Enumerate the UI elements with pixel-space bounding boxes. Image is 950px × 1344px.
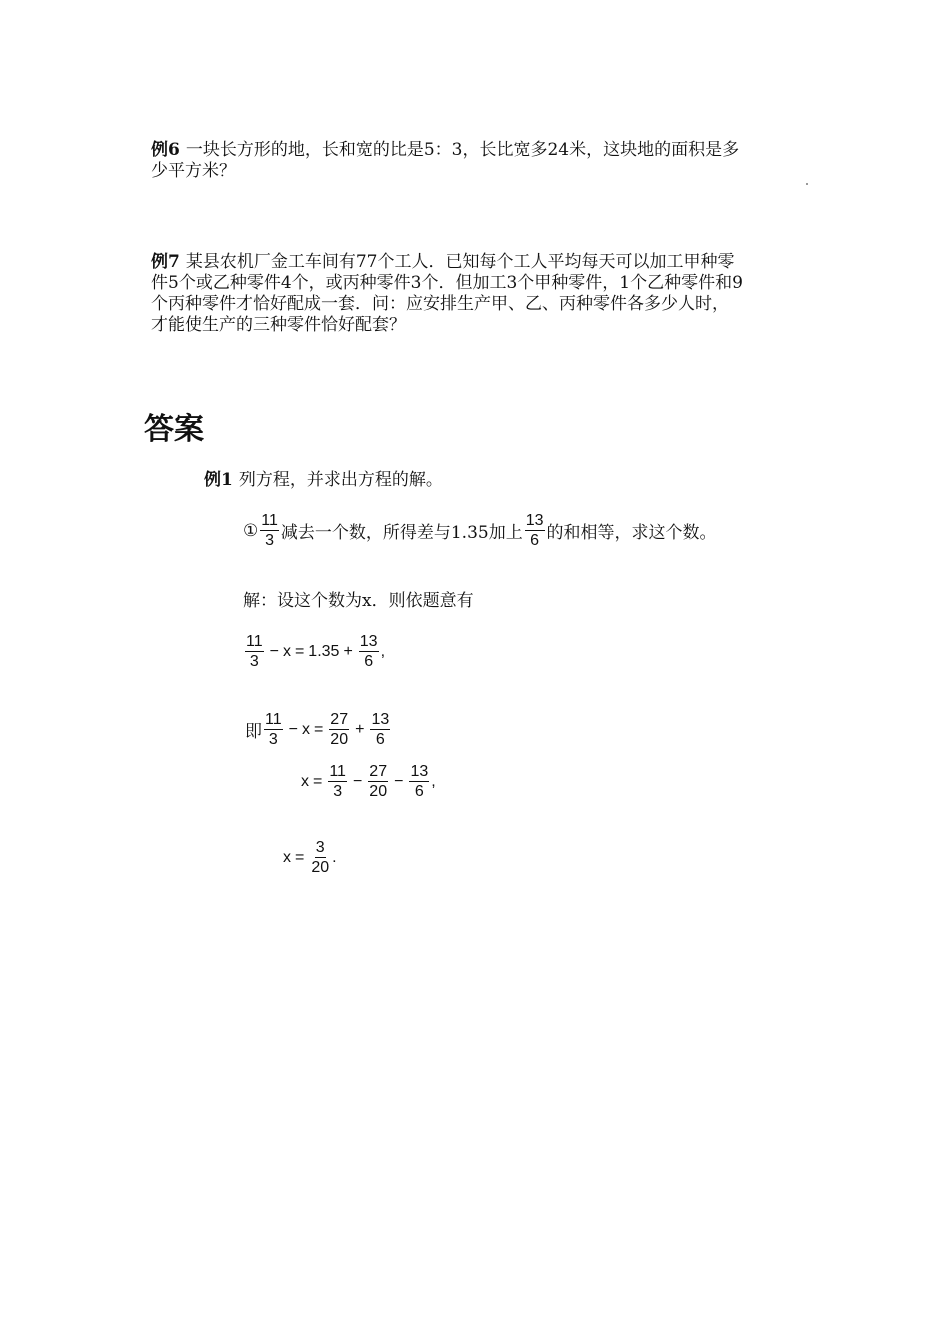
fraction-numerator: 27 bbox=[369, 763, 388, 780]
circled-one-marker: ① bbox=[243, 520, 259, 541]
answer-example-1 bbox=[204, 465, 443, 490]
fraction-denominator: 6 bbox=[364, 653, 374, 670]
equals-sign: = bbox=[294, 642, 305, 660]
fraction-numerator: 13 bbox=[525, 512, 544, 529]
fraction bbox=[359, 633, 379, 670]
variable-x: x bbox=[283, 848, 291, 866]
fraction-denominator: 20 bbox=[369, 783, 388, 800]
example-7-text-4: 才能使生产的三种零件恰好配套？ bbox=[151, 315, 406, 335]
minus-sign: − bbox=[269, 642, 279, 660]
comma: , bbox=[431, 772, 436, 790]
example-7-label: 例7 bbox=[151, 252, 180, 272]
fraction-denominator: 6 bbox=[414, 783, 424, 800]
fraction-numerator: 11 bbox=[265, 711, 282, 728]
example-6-line-1 bbox=[151, 140, 739, 161]
fraction-numerator: 13 bbox=[371, 711, 390, 728]
question-1 bbox=[243, 512, 717, 549]
minus-sign: − bbox=[394, 772, 404, 790]
answer-example-1-text: 列方程，并求出方程的解。 bbox=[238, 470, 443, 490]
fraction-numerator: 13 bbox=[410, 763, 429, 780]
scan-speck bbox=[806, 183, 808, 185]
fraction-numerator: 11 bbox=[246, 633, 263, 650]
plus-sign: + bbox=[343, 642, 353, 660]
equation-prefix: 即 bbox=[245, 722, 262, 742]
fraction-numerator: 3 bbox=[315, 839, 325, 856]
decimal-value: 1.35 bbox=[308, 642, 340, 660]
equation-4 bbox=[283, 839, 337, 876]
equation-2 bbox=[245, 711, 392, 748]
fraction-denominator: 20 bbox=[330, 731, 349, 748]
answer-example-1-label: 例1 bbox=[204, 470, 233, 490]
question-1-text-2: 的和相等，求这个数。 bbox=[546, 523, 717, 543]
fraction-numerator: 11 bbox=[261, 512, 278, 529]
fraction-denominator: 3 bbox=[333, 783, 343, 800]
equals-sign: = bbox=[295, 848, 305, 866]
fraction-numerator: 27 bbox=[330, 711, 349, 728]
example-6-text-2: 少平方米？ bbox=[151, 161, 236, 181]
minus-sign: − bbox=[288, 720, 298, 738]
example-7-text-2: 件5个或乙种零件4个，或丙种零件3个．但加工3个甲种零件，1个乙种零件和9 bbox=[151, 273, 743, 293]
fraction bbox=[409, 763, 429, 800]
fraction bbox=[310, 839, 330, 876]
fraction bbox=[368, 763, 388, 800]
comma: , bbox=[380, 642, 386, 660]
fraction-numerator: 11 bbox=[329, 763, 346, 780]
fraction-thirteen-sixths bbox=[525, 512, 545, 549]
example-7 bbox=[151, 252, 743, 336]
example-7-line-1 bbox=[151, 252, 743, 273]
example-7-text-1: 某县农机厂金工车间有77个工人．已知每个工人平均每天可以加工甲种零 bbox=[185, 252, 735, 272]
fraction bbox=[370, 711, 390, 748]
example-6-label: 例6 bbox=[151, 140, 180, 160]
fraction bbox=[328, 763, 347, 800]
equation-1 bbox=[243, 633, 385, 670]
example-6 bbox=[151, 140, 739, 182]
fraction-denominator: 6 bbox=[530, 532, 540, 549]
example-7-text-3: 个丙种零件才恰好配成一套．问：应安排生产甲、乙、丙种零件各多少人时， bbox=[151, 294, 729, 314]
variable-x: x bbox=[301, 772, 309, 790]
variable-x: x bbox=[301, 720, 310, 738]
question-1-text-1: 减去一个数，所得差与1.35加上 bbox=[280, 523, 523, 543]
fraction-denominator: 3 bbox=[265, 532, 274, 549]
fraction-denominator: 3 bbox=[268, 731, 278, 748]
plus-sign: + bbox=[355, 720, 365, 738]
variable-x: x bbox=[282, 642, 291, 660]
answer-heading: 答案 bbox=[144, 412, 204, 447]
fraction bbox=[245, 633, 264, 670]
equation-3 bbox=[301, 763, 436, 800]
fraction-denominator: 3 bbox=[249, 653, 259, 670]
minus-sign: − bbox=[352, 772, 363, 790]
fraction-denominator: 20 bbox=[311, 859, 330, 876]
fraction-denominator: 6 bbox=[375, 731, 385, 748]
fraction bbox=[329, 711, 349, 748]
fraction bbox=[264, 711, 283, 748]
equals-sign: = bbox=[313, 720, 324, 738]
fraction-eleven-thirds bbox=[260, 512, 279, 549]
equals-sign: = bbox=[313, 772, 323, 790]
example-6-text-1: 一块长方形的地，长和宽的比是5：3，长比宽多24米，这块地的面积是多 bbox=[185, 140, 740, 160]
fraction-numerator: 13 bbox=[359, 633, 378, 650]
solution-intro: 解：设这个数为x．则依题意有 bbox=[243, 591, 474, 611]
period: . bbox=[332, 848, 337, 866]
